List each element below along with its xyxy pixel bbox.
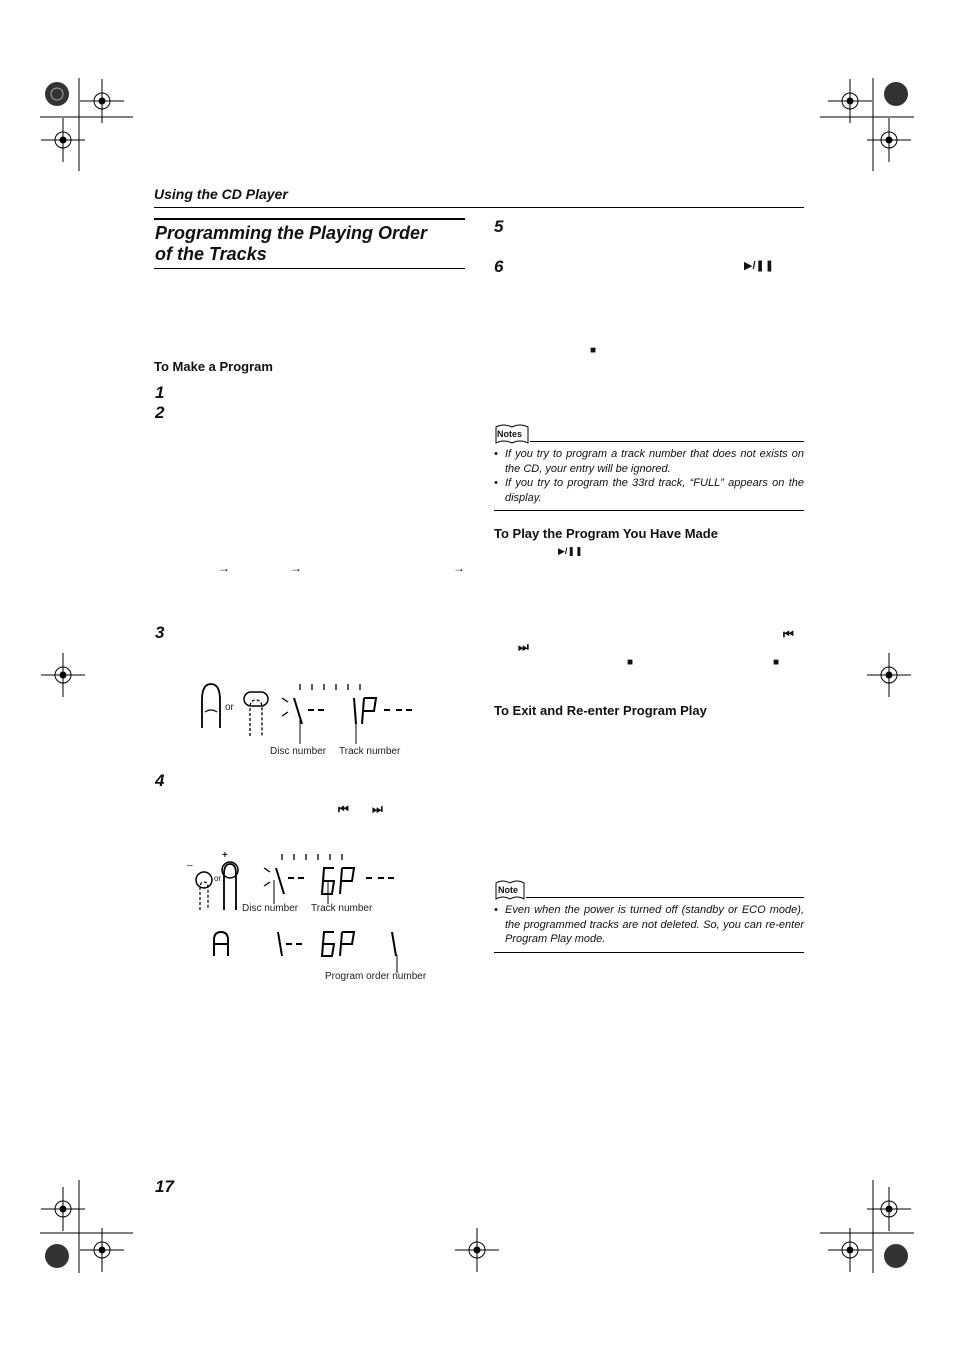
- arrow-icon: →: [453, 561, 465, 575]
- title-line-2: of the Tracks: [155, 244, 267, 264]
- print-target-icon: [884, 82, 908, 106]
- step-number: 3: [155, 623, 165, 642]
- prev-track-icon: ⏮: [783, 627, 794, 641]
- print-target-icon: [45, 82, 69, 106]
- step-number: 2: [155, 403, 165, 422]
- make-program-heading: To Make a Program: [154, 359, 273, 374]
- step-number: 4: [155, 771, 165, 790]
- play-pause-icon: ▶/❚❚: [744, 260, 774, 272]
- stop-icon: ■: [590, 345, 597, 356]
- note-text: If you try to program the 33rd track, “FULL” appears on the display.: [505, 477, 804, 504]
- prev-track-icon: ⏮: [338, 802, 349, 816]
- print-target-icon: [45, 1244, 69, 1268]
- stop-icon: ■: [627, 657, 634, 668]
- note-text: If you try to program a track number that does not exists on the CD, your entry will be ignored.: [505, 448, 804, 475]
- notes-rule-bottom: [494, 510, 804, 511]
- arrow-icon: →: [290, 561, 302, 575]
- finger-press-icon: [198, 680, 228, 730]
- track-number-label: Track number: [311, 903, 373, 914]
- next-track-icon: ⏭: [518, 640, 529, 654]
- play-pause-icon: ▶/❚❚: [558, 546, 583, 556]
- arrow-icon: →: [218, 561, 230, 575]
- header-rule: [154, 207, 804, 208]
- or-label: or: [214, 874, 222, 883]
- disc-number-label: Disc number: [270, 746, 327, 757]
- exit-program-heading: To Exit and Re-enter Program Play: [494, 703, 707, 718]
- step-number: 6: [494, 257, 504, 276]
- title-rule-top: [154, 218, 465, 220]
- plus-label: +: [222, 850, 228, 861]
- print-target-icon: [884, 1244, 908, 1268]
- callout-lines: [290, 716, 410, 746]
- page-number: 17: [155, 1177, 174, 1196]
- skip-buttons-finger-icon: [190, 858, 250, 913]
- note-item: • If you try to program a track number that does not exists on the CD, your entry will be ignored.: [494, 448, 804, 475]
- program-order-label: Program order number: [325, 971, 427, 982]
- note-rule-top: [526, 897, 804, 898]
- note-text: Even when the power is turned off (standby or ECO mode), the programmed tracks are not deleted. So, you can re-enter Program Play mode.: [505, 904, 804, 945]
- notes-icon-label: Notes: [497, 429, 523, 439]
- step-number: 1: [155, 383, 165, 402]
- play-program-heading: To Play the Program You Have Made: [494, 526, 718, 541]
- notes-rule-top: [530, 441, 804, 442]
- section-label: Using the CD Player: [154, 186, 288, 202]
- title-line-1: Programming the Playing Order: [155, 223, 428, 243]
- button-finger-icon: [242, 690, 272, 740]
- minus-label: –: [187, 860, 193, 871]
- page-title: [155, 223, 467, 265]
- note-item: • Even when the power is turned off (standby or ECO mode), the programmed tracks are not deleted. So, you can re-enter Program Play mode.: [494, 904, 804, 945]
- lcd-display-result-icon: [210, 928, 410, 968]
- next-track-icon: ⏭: [372, 802, 383, 816]
- title-rule-bottom: [154, 268, 465, 269]
- or-label: or: [225, 702, 234, 713]
- step-number: 5: [494, 217, 504, 236]
- stop-icon: ■: [773, 657, 780, 668]
- note-item: • If you try to program the 33rd track, “FULL” appears on the display.: [494, 477, 804, 504]
- disc-number-label: Disc number: [242, 903, 299, 914]
- track-number-label: Track number: [339, 746, 401, 757]
- note-rule-bottom: [494, 952, 804, 953]
- note-icon-label: Note: [498, 885, 518, 895]
